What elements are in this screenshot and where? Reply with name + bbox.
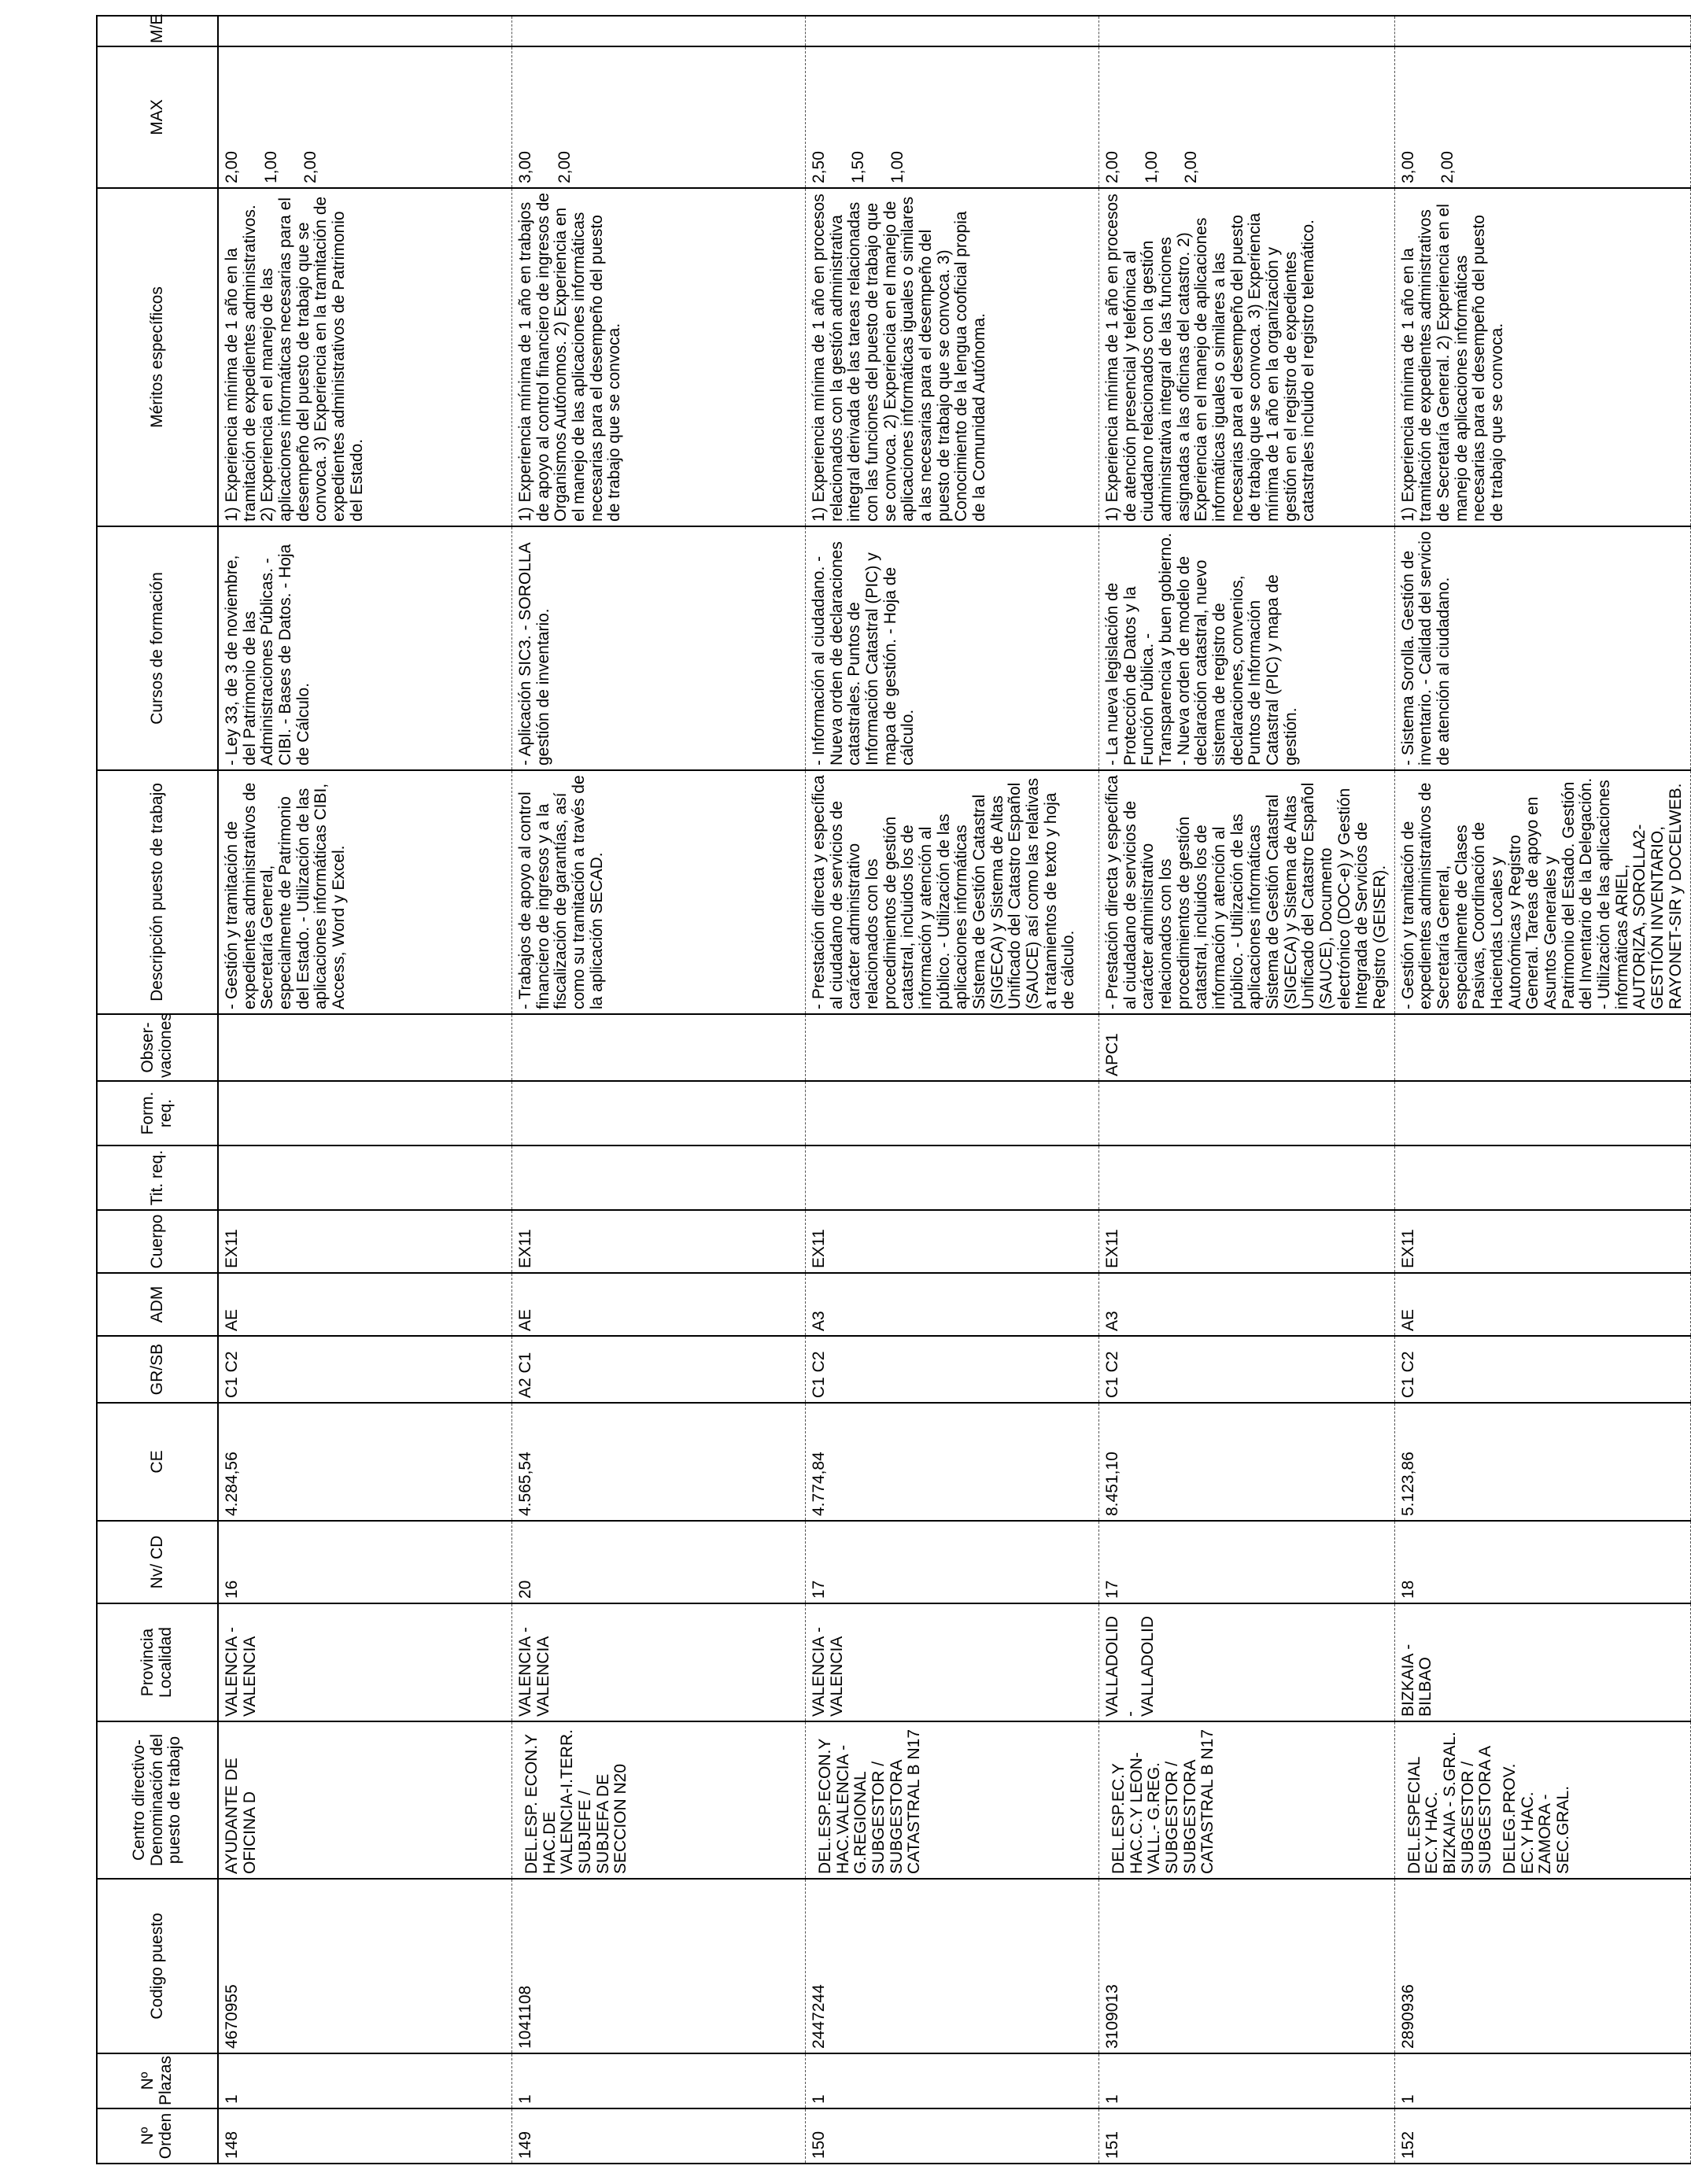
meritos-cell: 1) Experiencia mínima de 1 año en la tramitación de expedientes administrativos de Secretaría General. 2) Experiencia en el manejo de aplicaciones informáticas necesarias para el desempeño del puesto de trabajo que se convoca.	[1394, 188, 1690, 526]
header-cursos: Cursos de formación	[97, 526, 218, 770]
max-value: 1,50	[849, 151, 867, 183]
cursos-cell: - Ley 33, de 3 de noviembre, del Patrimonio de las Administraciones Públicas. - CIBI. - Bases de Datos. - Hoja de Cálculo.	[218, 526, 512, 770]
orden-cell: 148	[218, 2108, 512, 2164]
provincia-cell: VALENCIA - VALENCIA	[218, 1603, 512, 1721]
nivel-cell: 18	[1394, 1521, 1690, 1603]
table-row	[1099, 16, 1395, 2164]
descripcion-cell: - Trabajos de apoyo al control financiero de ingresos y a la fiscalización de garantías, así como su tramitación a través de la aplicación SECAD.	[512, 770, 806, 1014]
cuerpo-cell: EX11	[1099, 1210, 1395, 1273]
positions-table	[96, 15, 1691, 2164]
header-ce: CE	[97, 1403, 218, 1521]
max-value: 1,00	[1143, 151, 1161, 183]
orden-cell: 152	[1394, 2108, 1690, 2164]
titulacion-cell	[1099, 1145, 1395, 1210]
plazas-cell: 1	[218, 2053, 512, 2108]
adm-cell: AE	[512, 1273, 806, 1336]
codigo-cell: 2447244	[806, 1879, 1099, 2053]
max-value: 2,50	[810, 151, 828, 183]
centro-cell	[1099, 1721, 1395, 1879]
codigo-cell: 4670955	[218, 1879, 512, 2053]
centro-delegacion: DEL.ESPECIAL EC.Y HAC. BIZKAIA - S.GRAL.	[1405, 1732, 1460, 1874]
header-provincia: Provincia Localidad	[97, 1603, 218, 1721]
header-row	[97, 16, 218, 2164]
header-plazas: Nº Plazas	[97, 2053, 218, 2108]
formacion-cell	[218, 1081, 512, 1145]
cursos-cell: - La nueva legislación de Protección de Datos y la Función Pública. - Transparencia y buen gobierno. - Nueva orden de modelo de declaración catastral, nuevo sistema de registro de declaraciones, convenios, Puntos de Información Catastral (PIC) y mapa de gestión.	[1099, 526, 1395, 770]
grupo-cell: C1 C2	[1099, 1336, 1395, 1403]
centro-cell	[1394, 1721, 1690, 1879]
nivel-cell: 17	[806, 1521, 1099, 1603]
provincia-cell: VALENCIA - VALENCIA	[806, 1603, 1099, 1721]
me-cell	[806, 16, 1099, 46]
header-codigo: Codigo puesto	[97, 1879, 218, 2053]
centro-denominacion: SUBGESTOR / SUBGESTORA A	[1458, 1745, 1495, 1874]
plazas-cell: 1	[806, 2053, 1099, 2108]
observaciones-cell	[512, 1014, 806, 1081]
header-formacion: Form. req.	[97, 1081, 218, 1145]
max-value: 2,00	[1182, 151, 1200, 183]
provincia-cell: VALLADOLID - VALLADOLID	[1099, 1603, 1395, 1721]
plazas-cell: 1	[1394, 2053, 1690, 2108]
max-cell	[1394, 46, 1690, 188]
centro-denominacion: SUBGESTOR / SUBGESTORA CATASTRAL B N17	[1163, 1729, 1217, 1874]
provincia-cell: VALENCIA - VALENCIA	[512, 1603, 806, 1721]
max-value: 1,00	[888, 151, 906, 183]
orden-cell: 149	[512, 2108, 806, 2164]
max-cell	[512, 46, 806, 188]
centro-delegacion: DEL.ESP.ECON.Y HAC.VALENCIA - G.REGIONAL	[816, 1739, 870, 1874]
codigo-cell: 3109013	[1099, 1879, 1395, 2053]
adm-cell: AE	[1394, 1273, 1690, 1336]
header-me: M/E	[97, 16, 218, 46]
max-value: 1,00	[262, 151, 280, 183]
nivel-cell: 17	[1099, 1521, 1395, 1603]
table-row	[806, 16, 1099, 2164]
descripcion-cell: - Gestión y tramitación de expedientes administrativos de Secretaría General, especialmente de Clases Pasivas, Coordinación de Haciendas Locales y Autonómicas y Registro General. Tareas de apoyo en Asuntos Generales y Patrimonio del Estado. Gestión del Inventario de la Delegación. - Utilización de las aplicaciones informáticas ARIEL, AUTORIZA, SOROLLA2-GESTIÓN INVENTARIO, RAYONET-SIR y DOCELWEB.	[1394, 770, 1690, 1014]
header-grupo: GR/SB	[97, 1336, 218, 1403]
centro-denominacion: SUBGESTOR / SUBGESTORA CATASTRAL B N17	[869, 1729, 924, 1874]
max-value: 2,00	[556, 151, 574, 183]
cuerpo-cell: EX11	[806, 1210, 1099, 1273]
formacion-cell	[512, 1081, 806, 1145]
header-titulacion: Tit. req.	[97, 1145, 218, 1210]
titulacion-cell	[512, 1145, 806, 1210]
observaciones-cell	[806, 1014, 1099, 1081]
orden-cell: 150	[806, 2108, 1099, 2164]
max-cell	[1099, 46, 1395, 188]
codigo-cell: 2890936	[1394, 1879, 1690, 2053]
centro-cell	[806, 1721, 1099, 1879]
ce-cell: 5.123,86	[1394, 1403, 1690, 1521]
cuerpo-cell: EX11	[512, 1210, 806, 1273]
max-value: 3,00	[516, 151, 534, 183]
centro-denominacion: AYUDANTE DE OFICINA D	[223, 1758, 259, 1874]
meritos-cell: 1) Experiencia mínima de 1 año en procesos de atención presencial y telefónica al ciudadano relacionados con la gestión administrativa integral de las funciones asignadas a las oficinas del catastro. 2) Experiencia en el manejo de aplicaciones informáticas iguales o similares a las necesarias para el desempeño del puesto de trabajo que se convoca. 3) Experiencia mínima de 1 año en la organización y gestión en el registro de expedientes catastrales incluido el registro telemático.	[1099, 188, 1395, 526]
centro-delegacion: DEL.ESP.EC.Y HAC.C.Y LEON-VALL.- G.REG.	[1109, 1752, 1164, 1874]
cuerpo-cell: EX11	[218, 1210, 512, 1273]
ce-cell: 8.451,10	[1099, 1403, 1395, 1521]
centro-denominacion: SUBJEFE / SUBJEFA DE SECCION N20	[576, 1763, 630, 1874]
plazas-cell: 1	[512, 2053, 806, 2108]
max-value: 2,00	[1103, 151, 1121, 183]
max-cell	[218, 46, 512, 188]
header-cuerpo: Cuerpo	[97, 1210, 218, 1273]
grupo-cell: C1 C2	[806, 1336, 1099, 1403]
table-row	[1394, 16, 1690, 2164]
adm-cell: A3	[1099, 1273, 1395, 1336]
centro-delegacion: DEL.ESP. ECON.Y HAC.DE VALENCIA-I.TERR.	[522, 1729, 577, 1874]
descripcion-cell: - Gestión y tramitación de expedientes administrativos de Secretaría General, especialmente de Patrimonio del Estado. - Utilización de las aplicaciones informáticas CIBI, Access, Word y Excel.	[218, 770, 512, 1014]
ce-cell: 4.284,56	[218, 1403, 512, 1521]
nivel-cell: 20	[512, 1521, 806, 1603]
max-value: 3,00	[1398, 151, 1417, 183]
centro-delegacion-siguiente: DELEG.PROV. EC.Y HAC. ZAMORA - SEC.GRAL.	[1501, 1763, 1573, 1874]
grupo-cell: A2 C1	[512, 1336, 806, 1403]
me-cell	[1394, 16, 1690, 46]
nivel-cell: 16	[218, 1521, 512, 1603]
header-max: MAX	[97, 46, 218, 188]
header-centro: Centro directivo- Denominación del puesto de trabajo	[97, 1721, 218, 1879]
descripcion-cell: - Prestación directa y específica al ciudadano de servicios de carácter administrativo relacionados con los procedimientos de gestión catastral, incluidos los de información y atención al público. - Utilización de las aplicaciones informáticas Sistema de Gestión Catastral (SIGECA) y Sistema de Altas Unificado del Catastro Español (SAUCE), Documento electrónico (DOC-e) y Gestión Integrada de Servicios de Registro (GEISER).	[1099, 770, 1395, 1014]
observaciones-cell	[218, 1014, 512, 1081]
titulacion-cell	[806, 1145, 1099, 1210]
adm-cell: AE	[218, 1273, 512, 1336]
cursos-cell: - Sistema Sorolla. Gestión de inventario. - Calidad del servicio de atención al ciudadano.	[1394, 526, 1690, 770]
titulacion-cell	[218, 1145, 512, 1210]
header-descripcion: Descripción puesto de trabajo	[97, 770, 218, 1014]
grupo-cell: C1 C2	[218, 1336, 512, 1403]
descripcion-cell: - Prestación directa y específica al ciudadano de servicios de carácter administrativo relacionados con los procedimientos de gestión catastral, incluidos los de información y atención al público. - Utilización de las aplicaciones informáticas Sistema de Gestión Catastral (SIGECA) y Sistema de Altas Unificado del Catastro Español (SAUCE) así como las relativas a tratamientos de texto y hoja de cálculo.	[806, 770, 1099, 1014]
observaciones-cell: APC1	[1099, 1014, 1395, 1081]
max-value: 2,00	[1438, 151, 1457, 183]
cuerpo-cell: EX11	[1394, 1210, 1690, 1273]
header-nivel: Nv/ CD	[97, 1521, 218, 1603]
plazas-cell: 1	[1099, 2053, 1395, 2108]
meritos-cell: 1) Experiencia mínima de 1 año en la tramitación de expedientes administrativos. 2) Experiencia en el manejo de las aplicaciones informáticas necesarias para el desempeño del puesto de trabajo que se convoca. 3) Experiencia en la tramitación de expedientes administrativos de Patrimonio del Estado.	[218, 188, 512, 526]
header-orden: Nº Orden	[97, 2108, 218, 2164]
meritos-cell: 1) Experiencia mínima de 1 año en trabajos de apoyo al control financiero de ingresos de Organismos Autónomos. 2) Experiencia en el manejo de las aplicaciones informáticas necesarias para el desempeño del puesto de trabajo que se convoca.	[512, 188, 806, 526]
formacion-cell	[1394, 1081, 1690, 1145]
max-cell	[806, 46, 1099, 188]
adm-cell: A3	[806, 1273, 1099, 1336]
ce-cell: 4.774,84	[806, 1403, 1099, 1521]
codigo-cell: 1041108	[512, 1879, 806, 2053]
ce-cell: 4.565,54	[512, 1403, 806, 1521]
grupo-cell: C1 C2	[1394, 1336, 1690, 1403]
table-row	[218, 16, 512, 2164]
provincia-cell: BIZKAIA - BILBAO	[1394, 1603, 1690, 1721]
max-value: 2,00	[301, 151, 319, 183]
me-cell	[218, 16, 512, 46]
formacion-cell	[806, 1081, 1099, 1145]
titulacion-cell	[1394, 1145, 1690, 1210]
meritos-cell: 1) Experiencia mínima de 1 año en procesos relacionados con la gestión administrativa integral derivada de las tareas relacionadas con las funciones del puesto de trabajo que se convoca. 2) Experiencia en el manejo de aplicaciones informáticas iguales o similares a las necesarias para el desempeño del puesto de trabajo que se convoca. 3) Conocimiento de la lengua cooficial propia de la Comunidad Autónoma.	[806, 188, 1099, 526]
header-adm: ADM	[97, 1273, 218, 1336]
cursos-cell: - Aplicación SIC3. - SOROLLA gestión de inventario.	[512, 526, 806, 770]
header-observaciones: Obser- vaciones	[97, 1014, 218, 1081]
cursos-cell: - Información al ciudadano. - Nueva orden de declaraciones catastrales. Puntos de Información Catastral (PIC) y mapa de gestión. - Hoja de cálculo.	[806, 526, 1099, 770]
max-value: 2,00	[223, 151, 241, 183]
me-cell	[512, 16, 806, 46]
centro-cell	[218, 1721, 512, 1879]
centro-cell	[512, 1721, 806, 1879]
header-meritos: Méritos específicos	[97, 188, 218, 526]
table-row	[512, 16, 806, 2164]
formacion-cell	[1099, 1081, 1395, 1145]
me-cell	[1099, 16, 1395, 46]
observaciones-cell	[1394, 1014, 1690, 1081]
orden-cell: 151	[1099, 2108, 1395, 2164]
